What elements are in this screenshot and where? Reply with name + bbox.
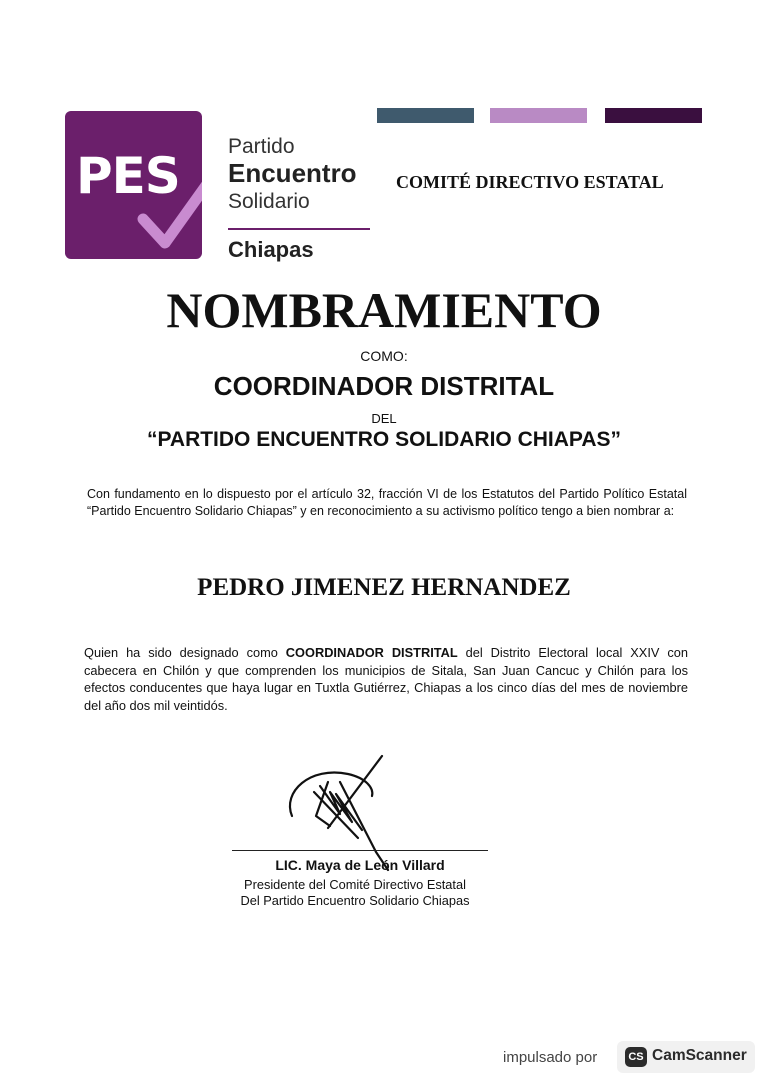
committee-heading: COMITÉ DIRECTIVO ESTATAL [396, 172, 664, 192]
signer-role-line1: Presidente del Comité Directivo Estatal [244, 877, 466, 892]
party-full-name: “PARTIDO ENCUENTRO SOLIDARIO CHIAPAS” [146, 428, 622, 451]
color-bar-1 [377, 108, 474, 123]
signer-name: LIC. Maya de León Villard [275, 857, 445, 873]
body-text-end: del Distrito Electoral local XXIV con cabecera en Chilón y que comprenden los municipios de Sitala, San Juan Cancuc y Chilón para los efectos conducentes que haya lugar en Tuxtla Gutiérrez, Chiapas a los cinco días del mes de noviembre del año dos mil veintidós. [84, 645, 688, 713]
checkmark-icon [65, 111, 202, 259]
appointee-name: PEDRO JIMENEZ HERNANDEZ [197, 574, 571, 601]
body-role: COORDINADOR DISTRITAL [285, 645, 458, 660]
body-text-start: Quien ha sido designado como [84, 645, 286, 660]
signature-line [232, 850, 488, 851]
como-label: COMO: [360, 348, 408, 364]
signer-role-line2: Del Partido Encuentro Solidario Chiapas [240, 893, 470, 908]
camscanner-icon: CS [625, 1047, 647, 1067]
color-bar-2 [490, 108, 587, 123]
camscanner-badge [617, 1041, 755, 1073]
body-paragraph [84, 644, 688, 714]
color-bar-3 [605, 108, 702, 123]
logo-abbreviation: PES [76, 147, 180, 205]
logo-divider [228, 228, 370, 230]
logo-text-line3: Solidario [228, 190, 310, 213]
logo-text-line1: Partido [228, 135, 295, 158]
del-label: DEL [371, 411, 397, 426]
role-title: COORDINADOR DISTRITAL [213, 371, 555, 401]
logo-state: Chiapas [228, 237, 314, 262]
logo-text-line2: Encuentro [228, 158, 357, 188]
camscanner-brand: CamScanner [652, 1047, 747, 1064]
handwritten-signature [270, 752, 400, 872]
party-logo [65, 111, 202, 259]
powered-by-label: impulsado por [503, 1049, 598, 1066]
intro-paragraph: Con fundamento en lo dispuesto por el artículo 32, fracción VI de los Estatutos del Partido Político Estatal “Partido Encuentro Solidario Chiapas” y en reconocimiento a su activismo político tengo a bien nombrar a: [87, 487, 687, 518]
document-title: NOMBRAMIENTO [166, 282, 602, 338]
